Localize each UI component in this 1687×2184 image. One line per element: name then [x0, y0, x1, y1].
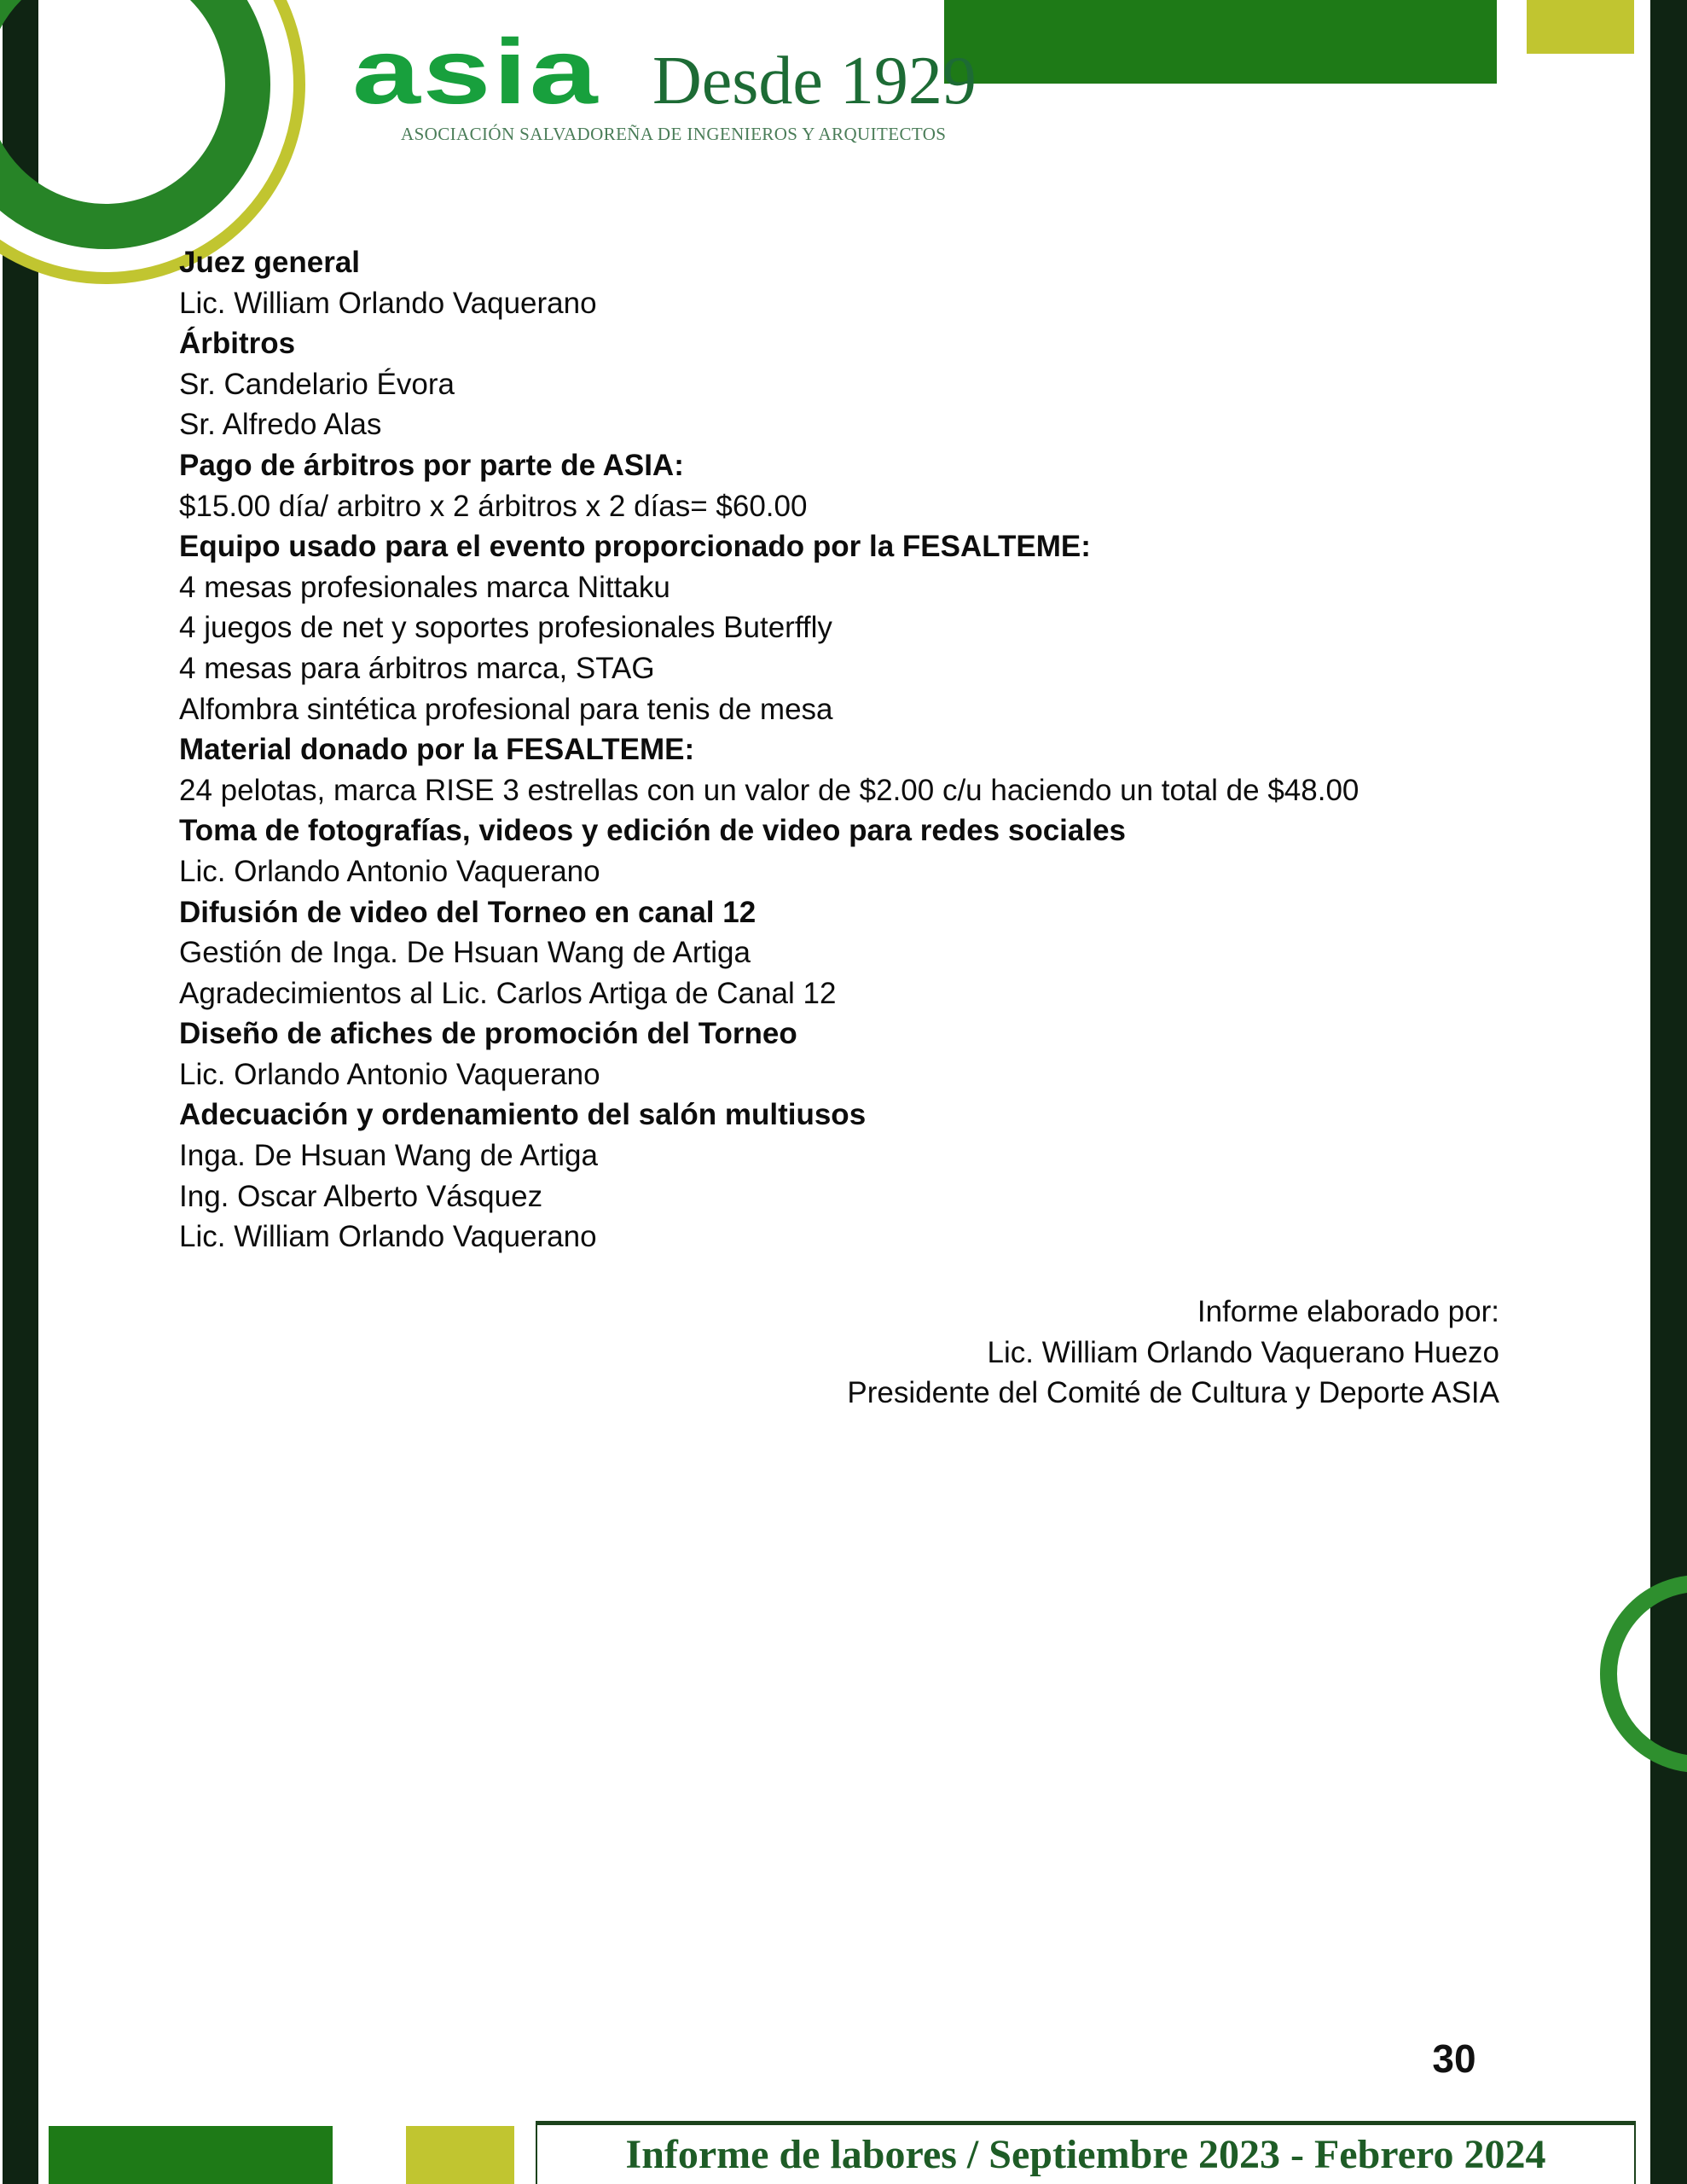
body-line: Alfombra sintética profesional para tenis de mesa	[179, 692, 833, 726]
body-line: $15.00 día/ arbitro x 2 árbitros x 2 días= $60.00	[179, 489, 808, 523]
body-line: 24 pelotas, marca RISE 3 estrellas con un valor de $2.00 c/u haciendo un total de $48.00	[179, 773, 1359, 807]
body-line: Lic. William Orlando Vaquerano	[179, 286, 597, 320]
body-heading: Juez general	[179, 246, 361, 279]
body-line: 4 mesas profesionales marca Nittaku	[179, 570, 670, 604]
logo-tagline: ASOCIACIÓN SALVADOREÑA DE INGENIEROS Y ARQUITECTOS	[401, 124, 947, 144]
body-line: 4 juegos de net y soportes profesionales Buterffly	[179, 611, 832, 645]
body-heading: Diseño de afiches de promoción del Torneo	[179, 1017, 797, 1051]
right-edge-strip	[1650, 0, 1687, 2184]
header-yellow-square	[1527, 0, 1634, 54]
body-line: Gestión de Inga. De Hsuan Wang de Artiga	[179, 936, 751, 970]
footer-green-bar	[49, 2126, 333, 2184]
body-heading: Adecuación y ordenamiento del salón multiusos	[179, 1098, 867, 1132]
body-heading: Difusión de video del Torneo en canal 12	[179, 895, 757, 929]
bottom-right-ring-decoration	[1578, 1553, 1687, 1809]
body-line: Ing. Oscar Alberto Vásquez	[179, 1179, 543, 1213]
body-line: Inga. De Hsuan Wang de Artiga	[179, 1139, 598, 1173]
body-line: Lic. William Orlando Vaquerano	[179, 1220, 597, 1254]
body-line: 4 mesas para árbitros marca, STAG	[179, 651, 655, 685]
body-heading: Toma de fotografías, videos y edición de video para redes sociales	[179, 814, 1127, 848]
body-line: Agradecimientos al Lic. Carlos Artiga de Canal 12	[179, 976, 837, 1010]
report-body	[179, 242, 1561, 1258]
footer-yellow-square	[406, 2126, 514, 2184]
body-line: Lic. Orlando Antonio Vaquerano	[179, 1057, 600, 1091]
header-green-bar	[944, 0, 1497, 84]
logo-since-text: Desde 1929	[652, 44, 977, 119]
report-author-block	[847, 1292, 1499, 1414]
body-line: Sr. Alfredo Alas	[179, 408, 382, 442]
closing-line: Presidente del Comité de Cultura y Deporte ASIA	[847, 1376, 1499, 1410]
closing-line: Lic. William Orlando Vaquerano Huezo	[987, 1335, 1499, 1369]
footer-banner-text: Informe de labores / Septiembre 2023 - Febrero 2024	[625, 2132, 1546, 2177]
body-heading: Pago de árbitros por parte de ASIA:	[179, 448, 684, 482]
left-edge-strip	[3, 0, 38, 2184]
asia-logo: asia	[352, 20, 600, 123]
body-heading: Árbitros	[179, 327, 296, 361]
footer-banner-box	[536, 2121, 1636, 2184]
body-line: Lic. Orlando Antonio Vaquerano	[179, 854, 600, 888]
body-line: Sr. Candelario Évora	[179, 367, 455, 401]
body-heading: Equipo usado para el evento proporcionado por la FESALTEME:	[179, 530, 1091, 564]
body-heading: Material donado por la FESALTEME:	[179, 733, 695, 767]
closing-line: Informe elaborado por:	[1197, 1295, 1499, 1328]
page-number: 30	[1432, 2036, 1476, 2081]
